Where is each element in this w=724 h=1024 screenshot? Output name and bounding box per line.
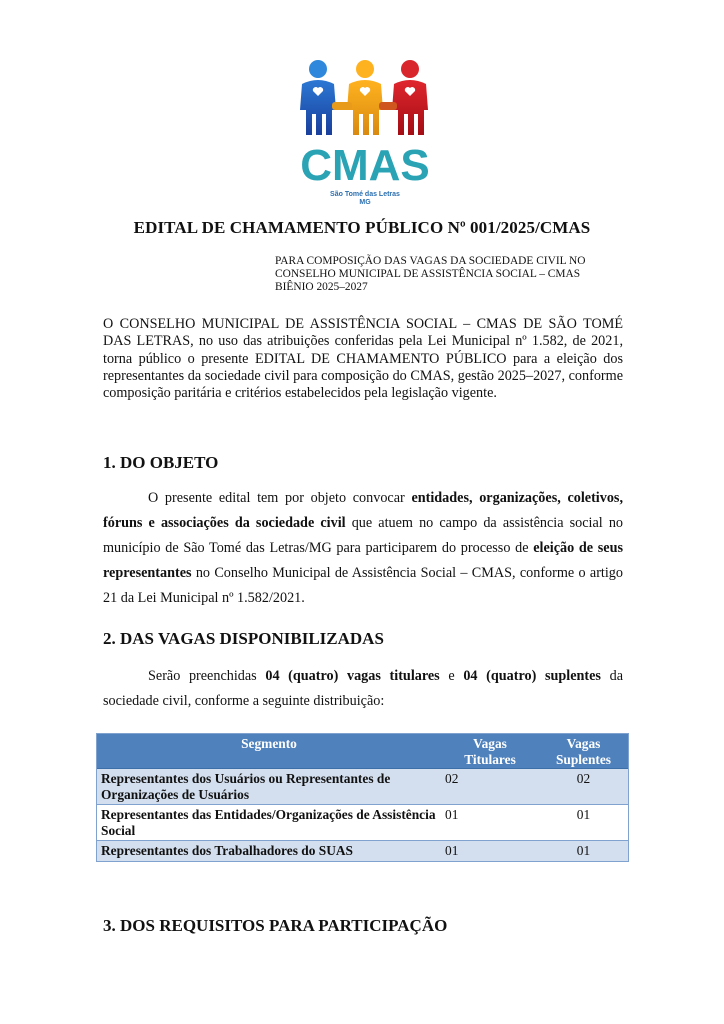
cell-suplentes: 01 <box>539 841 628 861</box>
text-run: O presente edital tem por objeto convocar <box>148 490 412 506</box>
bold-run: 04 (quatro) vagas titulares <box>265 668 440 684</box>
header-line: Suplentes <box>555 751 612 767</box>
cell-suplentes: 01 <box>539 805 628 841</box>
vagas-table <box>97 734 628 861</box>
people-holding-hands-icon <box>270 52 460 192</box>
bold-run: 04 (quatro) suplentes <box>463 668 601 684</box>
cell-titulares: 02 <box>441 769 539 805</box>
header-vagas-titulares <box>441 734 539 769</box>
table-row <box>97 841 628 861</box>
cell-suplentes: 02 <box>539 769 628 805</box>
document-title: EDITAL DE CHAMAMENTO PÚBLICO Nº 001/2025/CMAS <box>133 218 591 237</box>
text-run: da sociedade civil, conforme a seguinte distribuição: <box>103 668 623 709</box>
subtitle-line: PARA COMPOSIÇÃO DAS VAGAS DA SOCIEDADE CIVIL NO <box>275 255 586 267</box>
subtitle-line: CONSELHO MUNICIPAL DE ASSISTÊNCIA SOCIAL – CMAS <box>275 268 581 280</box>
logo-city: São Tomé das Letras <box>330 191 400 198</box>
header-line: Vagas <box>566 736 601 751</box>
intro-paragraph: O CONSELHO MUNICIPAL DE ASSISTÊNCIA SOCIAL – CMAS DE SÃO TOMÉ DAS LETRAS, no uso das atribuições conferidas pela Lei Municipal nº 1.582, de 2021, torna público o presente EDITAL DE CHAMAMENTO PÚBLICO para a eleição dos representantes da sociedade civil para composição do CMAS, gestão 2025–2027, conforme composição paritária e critérios estabelecidos pela legislação vigente. <box>103 316 623 402</box>
table-row <box>97 805 628 841</box>
logo-state: MG <box>359 199 371 206</box>
text-run: no Conselho Municipal de Assistência Social – CMAS, conforme o artigo 21 da Lei Municipal nº 1.582/2021. <box>103 565 623 606</box>
section-heading-requisitos: 3. DOS REQUISITOS PARA PARTICIPAÇÃO <box>103 916 448 935</box>
cmas-logo <box>270 52 460 210</box>
section-paragraph-objeto <box>103 486 623 611</box>
cell-segmento: Representantes das Entidades/Organizações de Assistência Social <box>97 805 441 841</box>
text-run: que atuem no campo da assistência social no município de São Tomé das Letras/MG para participarem do processo de <box>103 515 624 556</box>
header-line: Vagas <box>473 736 507 751</box>
subtitle-line: BIÊNIO 2025–2027 <box>275 281 368 293</box>
cell-segmento: Representantes dos Usuários ou Representantes de Organizações de Usuários <box>97 769 441 805</box>
section-heading-objeto: 1. DO OBJETO <box>103 453 219 472</box>
section-heading-vagas: 2. DAS VAGAS DISPONIBILIZADAS <box>103 629 384 648</box>
header-segmento: Segmento <box>97 734 441 769</box>
cell-titulares: 01 <box>441 841 539 861</box>
text-run: e <box>439 668 464 684</box>
bold-run: entidades, organizações, coletivos, fóruns e associações da sociedade civil <box>103 490 624 531</box>
document-subtitle <box>275 255 635 294</box>
header-vagas-suplentes <box>539 734 628 769</box>
text-run: Serão preenchidas <box>148 668 266 684</box>
section-paragraph-vagas <box>103 664 623 714</box>
table-row <box>97 769 628 805</box>
bold-run: eleição de seus representantes <box>103 540 623 581</box>
logo-text: CMAS <box>300 141 430 190</box>
header-line: Titulares <box>464 751 516 767</box>
cell-segmento: Representantes dos Trabalhadores do SUAS <box>97 841 441 861</box>
table-header-row <box>97 734 628 769</box>
cell-titulares: 01 <box>441 805 539 841</box>
